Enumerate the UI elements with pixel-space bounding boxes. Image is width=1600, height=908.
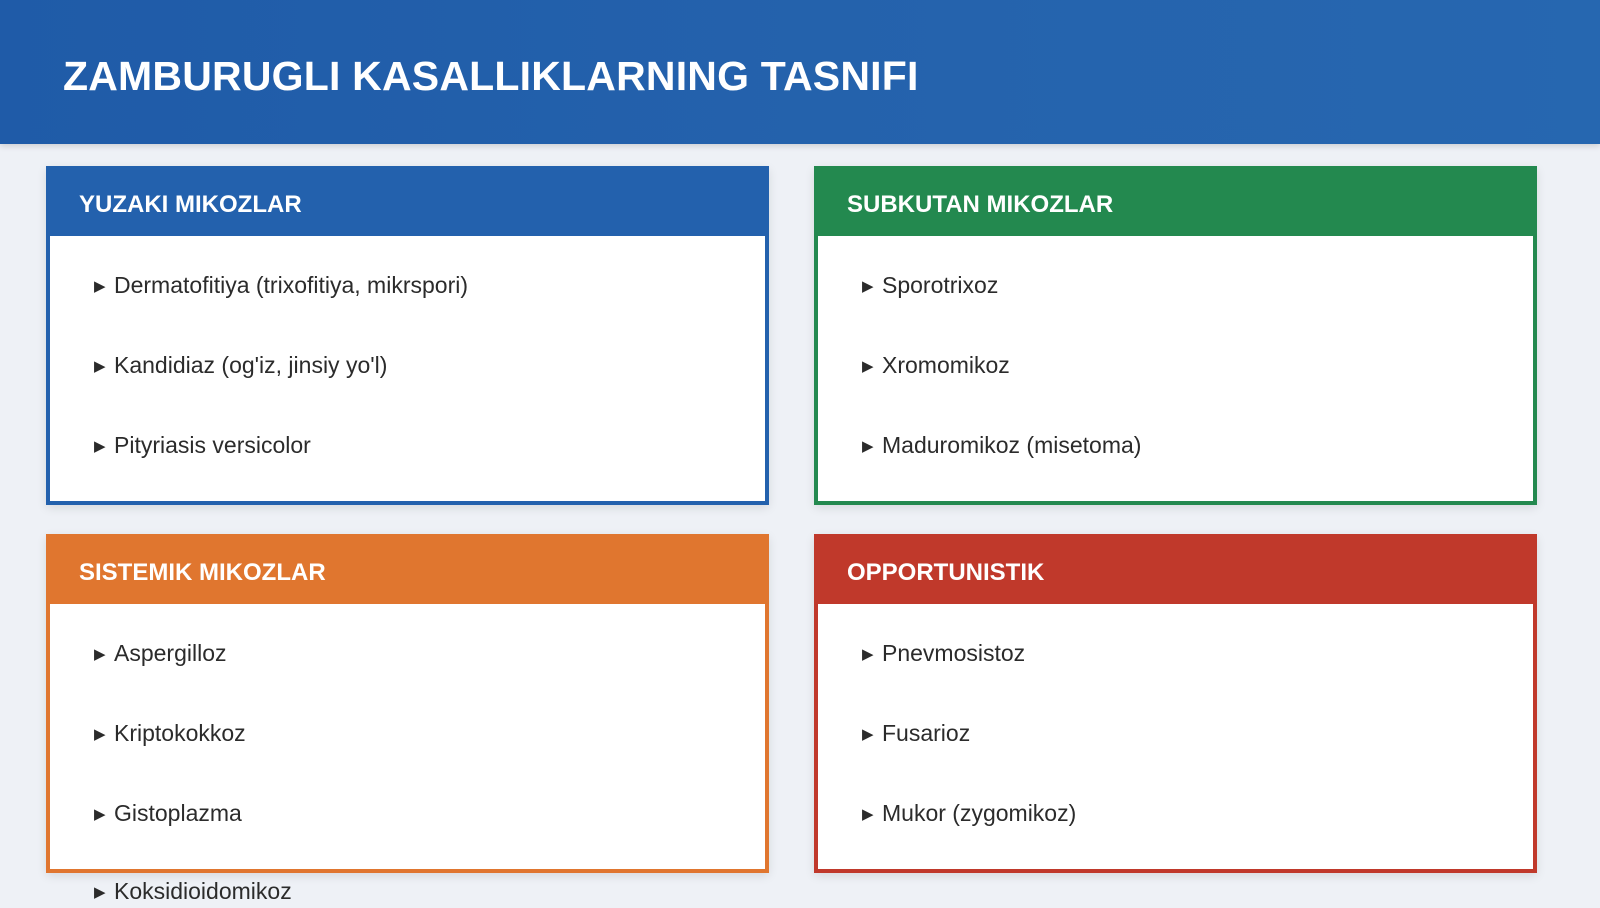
triangle-right-icon: ▶ [862, 358, 874, 375]
list-item-label: Pityriasis versicolor [114, 432, 311, 458]
card-opportunistik [814, 534, 1537, 873]
card-body [46, 236, 769, 505]
triangle-right-icon: ▶ [94, 726, 106, 743]
triangle-right-icon: ▶ [94, 358, 106, 375]
list-item [94, 430, 311, 462]
card-title: SISTEMIK MIKOZLAR [46, 534, 769, 604]
card-body [814, 604, 1537, 873]
card-body [814, 236, 1537, 505]
triangle-right-icon: ▶ [94, 806, 106, 823]
triangle-right-icon: ▶ [862, 646, 874, 663]
header-banner [0, 0, 1600, 144]
list-item-label: Koksidioidomikoz [114, 878, 292, 904]
triangle-right-icon: ▶ [94, 278, 106, 295]
list-item-label: Kriptokokkoz [114, 720, 246, 746]
card-body [46, 604, 769, 904]
triangle-right-icon: ▶ [862, 438, 874, 455]
list-item [862, 430, 1141, 462]
card-title: OPPORTUNISTIK [814, 534, 1537, 604]
card-sistemik-mikozlar [46, 534, 769, 904]
list-item [862, 350, 1010, 382]
list-item [862, 798, 1076, 830]
triangle-right-icon: ▶ [94, 884, 106, 901]
list-item [94, 876, 292, 908]
triangle-right-icon: ▶ [94, 438, 106, 455]
card-yuzaki-mikozlar [46, 166, 769, 505]
list-item [862, 638, 1025, 670]
list-item-label: Aspergilloz [114, 640, 227, 666]
list-item [862, 270, 998, 302]
triangle-right-icon: ▶ [862, 278, 874, 295]
list-item [94, 350, 387, 382]
list-item-label: Pnevmosistoz [882, 640, 1026, 666]
card-subkutan-mikozlar [814, 166, 1537, 505]
list-item [862, 718, 970, 750]
list-item-label: Xromomikoz [882, 352, 1010, 378]
list-item-label: Gistoplazma [114, 800, 242, 826]
list-item-label: Sporotrixoz [882, 272, 999, 298]
list-item [94, 638, 227, 670]
triangle-right-icon: ▶ [862, 806, 874, 823]
list-item-label: Maduromikoz (misetoma) [882, 432, 1142, 458]
list-item [94, 270, 468, 302]
list-item-label: Mukor (zygomikoz) [882, 800, 1077, 826]
list-item [94, 718, 246, 750]
card-title: SUBKUTAN MIKOZLAR [814, 166, 1537, 236]
list-item-label: Dermatofitiya (trixofitiya, mikrspori) [114, 272, 468, 298]
list-item-label: Kandidiaz (og'iz, jinsiy yo'l) [114, 352, 388, 378]
list-item-label: Fusarioz [882, 720, 971, 746]
list-item [94, 798, 242, 830]
triangle-right-icon: ▶ [862, 726, 874, 743]
triangle-right-icon: ▶ [94, 646, 106, 663]
card-title: YUZAKI MIKOZLAR [46, 166, 769, 236]
page-title: ZAMBURUGLI KASALLIKLARNING TASNIFI [63, 53, 919, 99]
